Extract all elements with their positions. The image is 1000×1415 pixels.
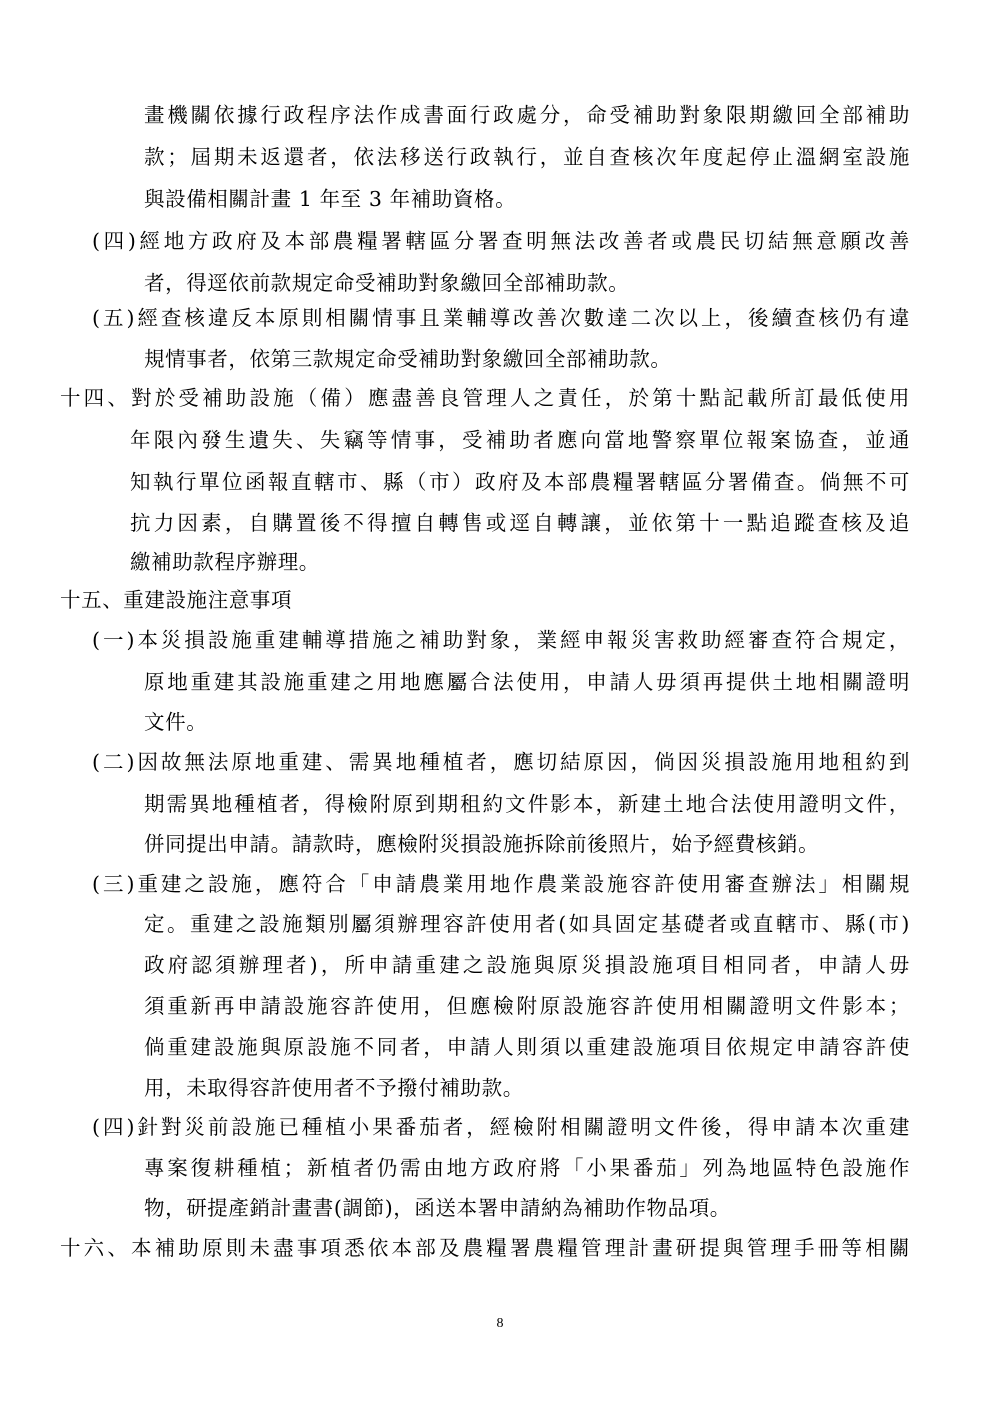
text-line: (五)經查核違反本原則相關情事且業輔導改善次數達二次以上，後續查核仍有違 xyxy=(92,306,910,330)
text-line: 專案復耕種植；新植者仍需由地方政府將「小果番茄」列為地區特色設施作 xyxy=(144,1156,910,1180)
text-line: 政府認須辦理者)，所申請重建之設施與原災損設施項目相同者，申請人毋 xyxy=(144,953,910,977)
text-line: 與設備相關計畫 1 年至 3 年補助資格。 xyxy=(144,187,517,211)
text-line: (二)因故無法原地重建、需異地種植者，應切結原因，倘因災損設施用地租約到 xyxy=(92,750,910,774)
text-line: 併同提出申請。請款時，應檢附災損設施拆除前後照片，始予經費核銷。 xyxy=(144,832,820,856)
text-line: 繳補助款程序辦理。 xyxy=(130,550,320,574)
section-heading: 十五、重建設施注意事項 xyxy=(60,588,293,612)
text-line: 期需異地種植者，得檢附原到期租約文件影本，新建土地合法使用證明文件， xyxy=(144,792,910,816)
text-line: 須重新再申請設施容許使用，但應檢附原設施容許使用相關證明文件影本； xyxy=(144,994,910,1018)
text-line: 十六、本補助原則未盡事項悉依本部及農糧署農糧管理計畫研提與管理手冊等相關 xyxy=(60,1236,910,1260)
text-line: 文件。 xyxy=(144,710,208,734)
text-line: 用，未取得容許使用者不予撥付補助款。 xyxy=(144,1076,524,1100)
text-line: 規情事者，依第三款規定命受補助對象繳回全部補助款。 xyxy=(144,347,672,371)
text-line: (三)重建之設施，應符合「申請農業用地作農業設施容許使用審查辦法」相關規 xyxy=(92,872,910,896)
text-line: 倘重建設施與原設施不同者，申請人則須以重建設施項目依規定申請容許使 xyxy=(144,1035,910,1059)
text-line: 十四、對於受補助設施（備）應盡善良管理人之責任，於第十點記載所訂最低使用 xyxy=(60,386,910,410)
text-line: (四)經地方政府及本部農糧署轄區分署查明無法改善者或農民切結無意願改善 xyxy=(92,229,910,253)
text-line: 款；屆期未返還者，依法移送行政執行，並自查核次年度起停止溫網室設施 xyxy=(144,145,910,169)
text-line: 畫機關依據行政程序法作成書面行政處分，命受補助對象限期繳回全部補助 xyxy=(144,103,910,127)
text-line: (四)針對災前設施已種植小果番茄者，經檢附相關證明文件後，得申請本次重建 xyxy=(92,1115,910,1139)
text-line: 知執行單位函報直轄市、縣（市）政府及本部農糧署轄區分署備查。倘無不可 xyxy=(130,470,910,494)
text-line: 原地重建其設施重建之用地應屬合法使用，申請人毋須再提供土地相關證明 xyxy=(144,670,910,694)
text-line: 定。重建之設施類別屬須辦理容許使用者(如具固定基礎者或直轄市、縣(市) xyxy=(144,912,910,936)
text-line: (一)本災損設施重建輔導措施之補助對象，業經申報災害救助經審查符合規定， xyxy=(92,628,910,652)
text-line: 者，得逕依前款規定命受補助對象繳回全部補助款。 xyxy=(144,271,630,295)
page-number: 8 xyxy=(496,1316,504,1331)
text-line: 年限內發生遺失、失竊等情事，受補助者應向當地警察單位報案協查，並通 xyxy=(130,428,910,452)
text-line: 抗力因素，自購置後不得擅自轉售或逕自轉讓，並依第十一點追蹤查核及追 xyxy=(130,511,910,535)
text-line: 物，研提產銷計畫書(調節)，函送本署申請納為補助作物品項。 xyxy=(144,1196,731,1220)
